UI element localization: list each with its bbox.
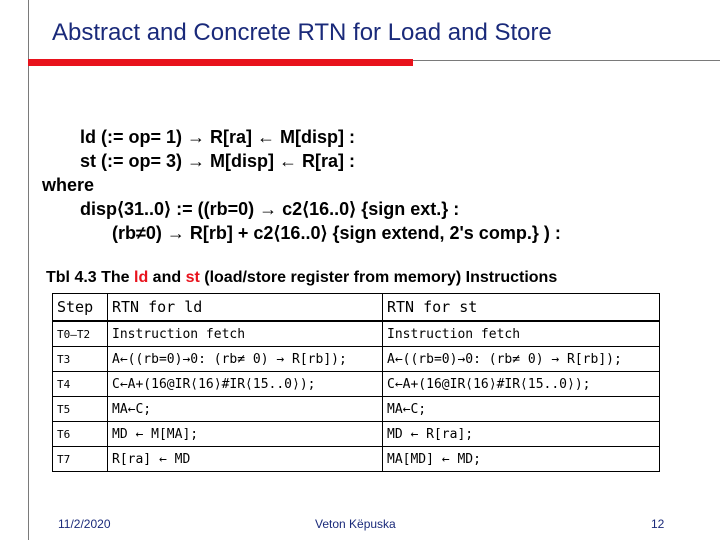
st-definition-line: st (:= op= 3) → M[disp] ← R[ra] : xyxy=(80,151,356,171)
step-cell: T7 xyxy=(53,447,108,472)
ld-cell: MA←C; xyxy=(108,397,383,422)
table-row xyxy=(53,372,660,397)
ld-cell: MD ← M[MA]; xyxy=(108,422,383,447)
caption-suffix: (load/store register from memory) Instructions xyxy=(199,269,558,286)
ld-cell: A←((rb=0)→0: (rb≠ 0) → R[rb]); xyxy=(108,347,383,372)
caption-ld: ld xyxy=(134,269,149,286)
ld-cell: Instruction fetch xyxy=(108,321,383,347)
st-cell: A←((rb=0)→0: (rb≠ 0) → R[rb]); xyxy=(383,347,660,372)
caption-st: st xyxy=(185,269,200,286)
footer-page-number: 12 xyxy=(651,517,665,531)
header-step: Step xyxy=(53,294,108,322)
table-row xyxy=(53,347,660,372)
st-cell: MD ← R[ra]; xyxy=(383,422,660,447)
st-cell: Instruction fetch xyxy=(383,321,660,347)
ld-cell: R[ra] ← MD xyxy=(108,447,383,472)
st-cell: MA[MD] ← MD; xyxy=(383,447,660,472)
step-cell: T3 xyxy=(53,347,108,372)
st-cell: C←A+(16@IR⟨16⟩#IR⟨15..0⟩); xyxy=(383,372,660,397)
slide-title: Abstract and Concrete RTN for Load and Store xyxy=(52,19,552,46)
footer-author: Veton Këpuska xyxy=(315,517,396,531)
table-row xyxy=(53,321,660,347)
step-cell: T6 xyxy=(53,422,108,447)
table-row xyxy=(53,447,660,472)
left-border-line xyxy=(28,0,29,540)
title-accent-bar xyxy=(28,59,413,66)
disp-definition-line: disp⟨31..0⟩ := ((rb=0) → c2⟨16..0⟩ {sign ext.} : xyxy=(80,199,460,219)
header-rtn-st: RTN for st xyxy=(383,294,660,322)
step-cell: T4 xyxy=(53,372,108,397)
where-line: where xyxy=(42,175,95,195)
table-caption xyxy=(46,269,557,287)
rtn-table xyxy=(52,293,660,472)
st-cell: MA←C; xyxy=(383,397,660,422)
table-row xyxy=(53,422,660,447)
ld-definition-line: ld (:= op= 1) → R[ra] ← M[disp] : xyxy=(80,127,355,147)
header-rtn-ld: RTN for ld xyxy=(108,294,383,322)
table-row xyxy=(53,397,660,422)
step-cell: T0–T2 xyxy=(53,321,108,347)
step-cell: T5 xyxy=(53,397,108,422)
table-header-row xyxy=(53,294,660,322)
caption-and: and xyxy=(148,269,186,286)
ld-cell: C←A+(16@IR⟨16⟩#IR⟨15..0⟩); xyxy=(108,372,383,397)
footer-date: 11/2/2020 xyxy=(58,517,111,531)
disp-continuation-line: (rb≠0) → R[rb] + c2⟨16..0⟩ {sign extend, 2's comp.} ) : xyxy=(112,223,561,243)
caption-prefix: Tbl 4.3 The xyxy=(46,269,135,286)
